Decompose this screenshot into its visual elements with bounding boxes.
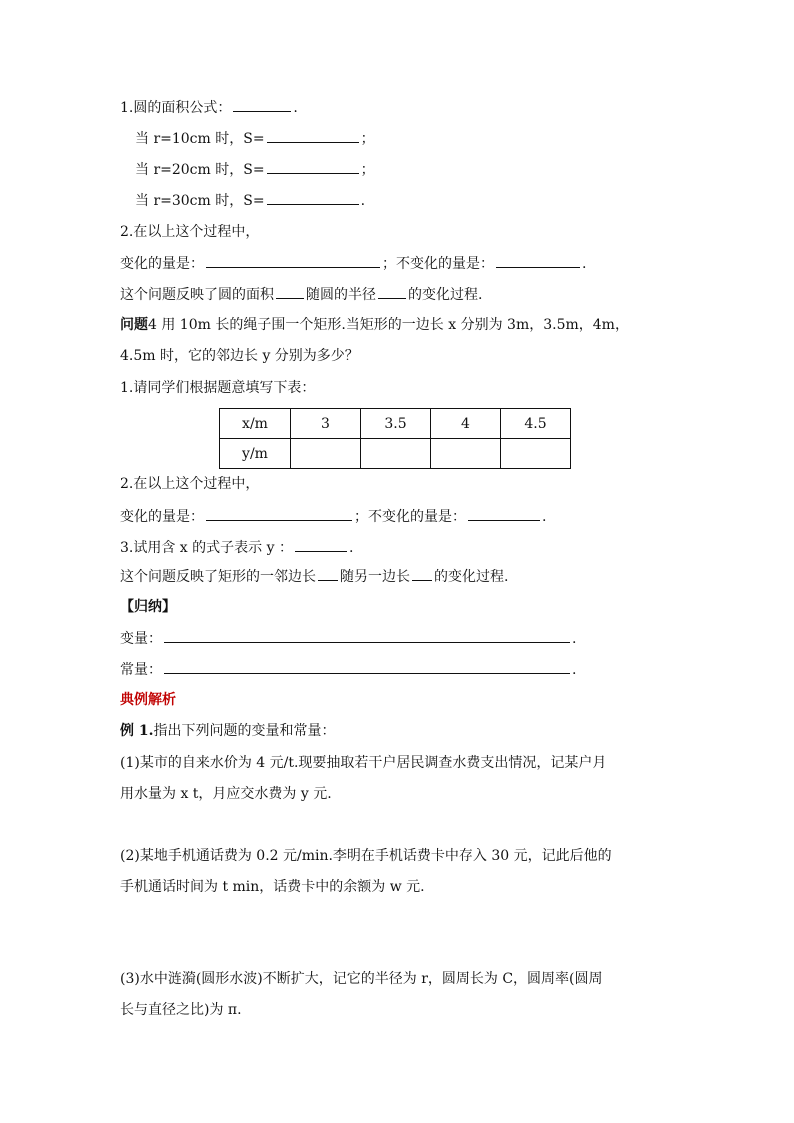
- answer-blank: [267, 159, 359, 174]
- part-2-line2: 手机通话时间为 t min，话费卡中的余额为 w 元.: [120, 879, 425, 895]
- process-question-2: 2.在以上这个过程中，: [120, 476, 260, 492]
- answer-blank: [412, 566, 432, 581]
- answer-blank: [267, 128, 359, 143]
- problem-4-line2: 4.5m 时，它的邻边长 y 分别为多少？: [120, 348, 359, 364]
- answer-blank: [295, 537, 347, 552]
- example-1-line: 例 1.指出下列问题的变量和常量：: [120, 723, 336, 739]
- process-question: 2.在以上这个过程中，: [120, 224, 260, 240]
- part-1-line2: 用水量为 x t，月应交水费为 y 元.: [120, 786, 332, 802]
- problem-4-line1: 问题4 用 10m 长的绳子围一个矩形.当矩形的一边长 x 分别为 3m，3.5m，4m，: [120, 317, 629, 333]
- part-3-line2: 长与直径之比)为 π.: [120, 1002, 242, 1018]
- part-2-line1: (2)某地手机通话费为 0.2 元/min.李明在手机话费卡中存入 30 元，记此后他的: [120, 848, 612, 864]
- reflect-circle-line: 这个问题反映了圆的面积 随圆的半径 的变化过程.: [120, 284, 482, 305]
- table-cell: 3: [291, 409, 361, 439]
- fill-table-instruction: 1.请同学们根据题意填写下表：: [120, 380, 316, 396]
- table-cell-empty: [431, 439, 501, 469]
- variable-constant-line: 变化的量是： ；不变化的量是： .: [120, 253, 586, 274]
- r20-line: 当 r=20cm 时，S= ；: [135, 159, 375, 180]
- variable-definition-line: 变量： .: [120, 628, 576, 649]
- xy-table: [219, 408, 571, 469]
- answer-blank: [496, 253, 580, 268]
- answer-blank: [318, 566, 338, 581]
- table-row: [220, 439, 571, 469]
- answer-blank: [164, 659, 570, 674]
- table-cell-empty: [291, 439, 361, 469]
- r10-line: 当 r=10cm 时，S= ；: [135, 128, 375, 149]
- r30-line: 当 r=30cm 时，S= .: [135, 190, 365, 211]
- part-1-line1: (1)某市的自来水价为 4 元/t.现要抽取若干户居民调查水费支出情况，记某户月: [120, 755, 607, 771]
- answer-blank: [267, 190, 359, 205]
- answer-blank: [206, 506, 352, 521]
- part-3-line1: (3)水中涟漪(圆形水波)不断扩大，记它的半径为 r，圆周长为 C，圆周率(圆周: [120, 971, 603, 987]
- answer-blank: [164, 628, 570, 643]
- table-cell-empty: [361, 439, 431, 469]
- examples-heading: 典例解析: [120, 692, 176, 708]
- answer-blank: [233, 97, 291, 112]
- table-cell-empty: [501, 439, 571, 469]
- table-header-cell: x/m: [220, 409, 291, 439]
- answer-blank: [276, 284, 304, 299]
- constant-definition-line: 常量： .: [120, 659, 576, 680]
- table-cell: 4: [431, 409, 501, 439]
- answer-blank: [468, 506, 540, 521]
- answer-blank: [378, 284, 406, 299]
- table-cell: 4.5: [501, 409, 571, 439]
- reflect-rectangle-line: 这个问题反映了矩形的一邻边长 随另一边长 的变化过程.: [120, 566, 508, 587]
- table-cell: 3.5: [361, 409, 431, 439]
- table-row: [220, 409, 571, 439]
- variable-constant-line-2: 变化的量是： ；不变化的量是： .: [120, 506, 546, 527]
- question-circle-area: 1.圆的面积公式： .: [120, 97, 298, 118]
- answer-blank: [206, 253, 380, 268]
- express-y-line: 3.试用含 x 的式子表示 y ： .: [120, 537, 353, 558]
- table-header-cell: y/m: [220, 439, 291, 469]
- summary-heading: 【归纳】: [120, 599, 176, 615]
